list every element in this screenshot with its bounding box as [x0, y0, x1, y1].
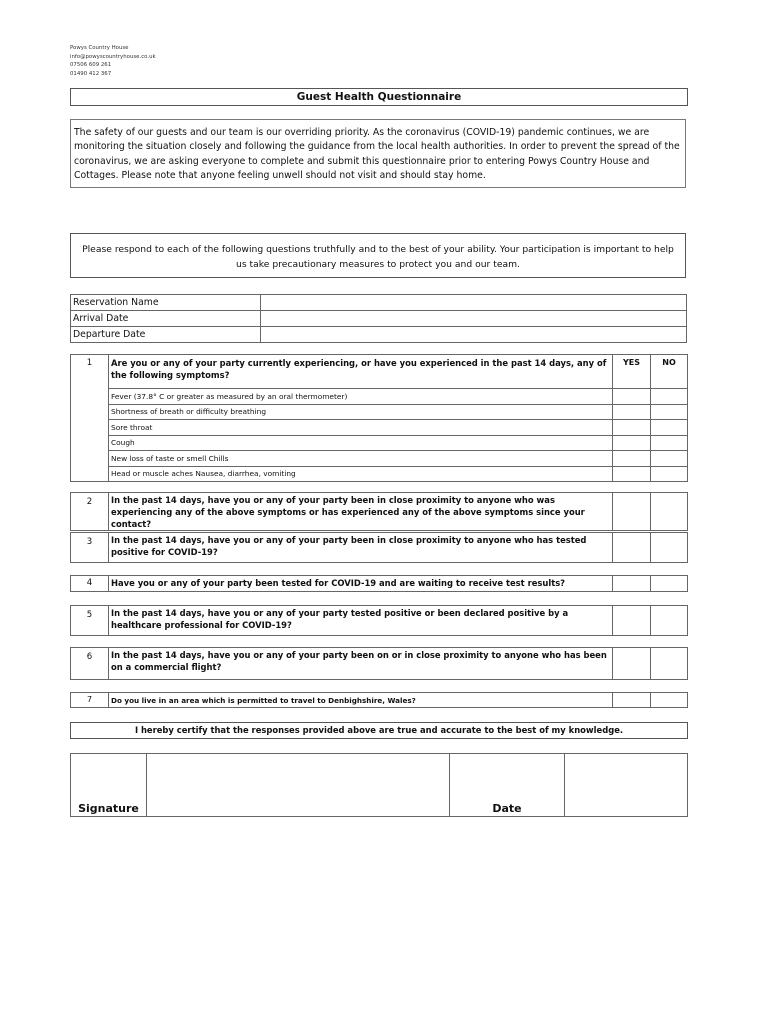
contact-phone-2: 01490 412 367: [70, 70, 112, 77]
symptom-label: Head or muscle aches Nausea, diarrhea, vomiting: [109, 466, 613, 482]
table-row: [71, 754, 688, 817]
no-header: NO: [651, 355, 688, 389]
no-checkbox[interactable]: [651, 404, 688, 420]
question-number: 6: [71, 648, 109, 680]
date-label: Date: [450, 754, 565, 817]
yes-checkbox[interactable]: [613, 466, 651, 482]
no-checkbox[interactable]: [651, 466, 688, 482]
no-checkbox[interactable]: [651, 533, 688, 563]
question-number: 7: [71, 693, 109, 708]
contact-info: [70, 44, 156, 78]
yes-checkbox[interactable]: [613, 606, 651, 636]
arrival-date-field[interactable]: [261, 311, 687, 327]
page-title: Guest Health Questionnaire: [70, 88, 688, 106]
contact-email: info@powyscountryhouse.co.uk: [70, 53, 156, 60]
departure-date-field[interactable]: [261, 327, 687, 343]
certification-statement: I hereby certify that the responses provided above are true and accurate to the best of my knowledge.: [70, 722, 688, 739]
question-4-table: [70, 575, 688, 592]
yes-checkbox[interactable]: [613, 533, 651, 563]
table-row: [71, 404, 688, 420]
yes-checkbox[interactable]: [613, 648, 651, 680]
table-row: [71, 648, 688, 680]
signature-table: [70, 753, 688, 817]
question-text: Do you live in an area which is permitted to travel to Denbighshire, Wales?: [109, 693, 613, 708]
yes-checkbox[interactable]: [613, 435, 651, 451]
no-checkbox[interactable]: [651, 648, 688, 680]
question-3-table: [70, 532, 688, 563]
table-row: [71, 493, 688, 531]
symptom-label: Fever (37.8° C or greater as measured by an oral thermometer): [109, 389, 613, 405]
no-checkbox[interactable]: [651, 576, 688, 592]
instructions-paragraph: Please respond to each of the following questions truthfully and to the best of your ability. Your participation is important to help us take precautionary measures to protect you and our team.: [70, 233, 686, 278]
question-text: In the past 14 days, have you or any of your party been in close proximity to anyone who was experiencing any of the above symptoms or has experienced any of the above symptoms since your contact?: [109, 493, 613, 531]
yes-checkbox[interactable]: [613, 420, 651, 436]
reservation-name-field[interactable]: [261, 295, 687, 311]
table-row: [71, 311, 687, 327]
no-checkbox[interactable]: [651, 420, 688, 436]
no-checkbox[interactable]: [651, 435, 688, 451]
intro-paragraph: The safety of our guests and our team is our overriding priority. As the coronavirus (COVID-19) pandemic continues, we are monitoring the situation closely and following the guidance from the local health authorities. In order to prevent the spread of the coronavirus, we are asking everyone to complete and submit this questionnaire prior to entering Powys Country House and Cottages. Please note that anyone feeling unwell should not visit and should stay home.: [70, 119, 686, 188]
question-5-table: [70, 605, 688, 636]
no-checkbox[interactable]: [651, 451, 688, 467]
yes-header: YES: [613, 355, 651, 389]
symptom-label: New loss of taste or smell Chills: [109, 451, 613, 467]
symptom-label: Shortness of breath or difficulty breathing: [109, 404, 613, 420]
symptom-label: Cough: [109, 435, 613, 451]
departure-date-label: Departure Date: [71, 327, 261, 343]
table-row: [71, 533, 688, 563]
question-number: 2: [71, 493, 109, 531]
table-row: [71, 451, 688, 467]
arrival-date-label: Arrival Date: [71, 311, 261, 327]
signature-label: Signature: [71, 754, 147, 817]
question-2-table: [70, 492, 688, 531]
table-row: [71, 420, 688, 436]
yes-checkbox[interactable]: [613, 493, 651, 531]
table-row: [71, 606, 688, 636]
date-field[interactable]: [565, 754, 688, 817]
table-row: [71, 327, 687, 343]
table-row: [71, 435, 688, 451]
no-checkbox[interactable]: [651, 693, 688, 708]
question-1-table: [70, 354, 688, 482]
yes-checkbox[interactable]: [613, 576, 651, 592]
question-text: In the past 14 days, have you or any of your party tested positive or been declared positive by a healthcare professional for COVID-19?: [109, 606, 613, 636]
question-number: 3: [71, 533, 109, 563]
table-row: [71, 355, 688, 389]
table-row: [71, 576, 688, 592]
table-row: [71, 693, 688, 708]
signature-field[interactable]: [147, 754, 450, 817]
question-text: In the past 14 days, have you or any of your party been in close proximity to anyone who has tested positive for COVID-19?: [109, 533, 613, 563]
contact-phone-1: 07506 609 261: [70, 62, 112, 69]
yes-checkbox[interactable]: [613, 389, 651, 405]
question-number: 1: [71, 355, 109, 482]
table-row: [71, 466, 688, 482]
reservation-table: [70, 294, 687, 343]
yes-checkbox[interactable]: [613, 693, 651, 708]
question-number: 5: [71, 606, 109, 636]
symptom-label: Sore throat: [109, 420, 613, 436]
question-number: 4: [71, 576, 109, 592]
table-row: [71, 295, 687, 311]
no-checkbox[interactable]: [651, 389, 688, 405]
reservation-name-label: Reservation Name: [71, 295, 261, 311]
no-checkbox[interactable]: [651, 606, 688, 636]
yes-checkbox[interactable]: [613, 404, 651, 420]
question-6-table: [70, 647, 688, 680]
question-text: Are you or any of your party currently experiencing, or have you experienced in the past 14 days, any of the following symptoms?: [109, 355, 613, 389]
question-text: In the past 14 days, have you or any of your party been on or in close proximity to anyone who has been on a commercial flight?: [109, 648, 613, 680]
question-7-table: [70, 692, 688, 708]
question-text: Have you or any of your party been tested for COVID-19 and are waiting to receive test results?: [109, 576, 613, 592]
contact-name: Powys Country House: [70, 45, 129, 51]
table-row: [71, 389, 688, 405]
yes-checkbox[interactable]: [613, 451, 651, 467]
no-checkbox[interactable]: [651, 493, 688, 531]
